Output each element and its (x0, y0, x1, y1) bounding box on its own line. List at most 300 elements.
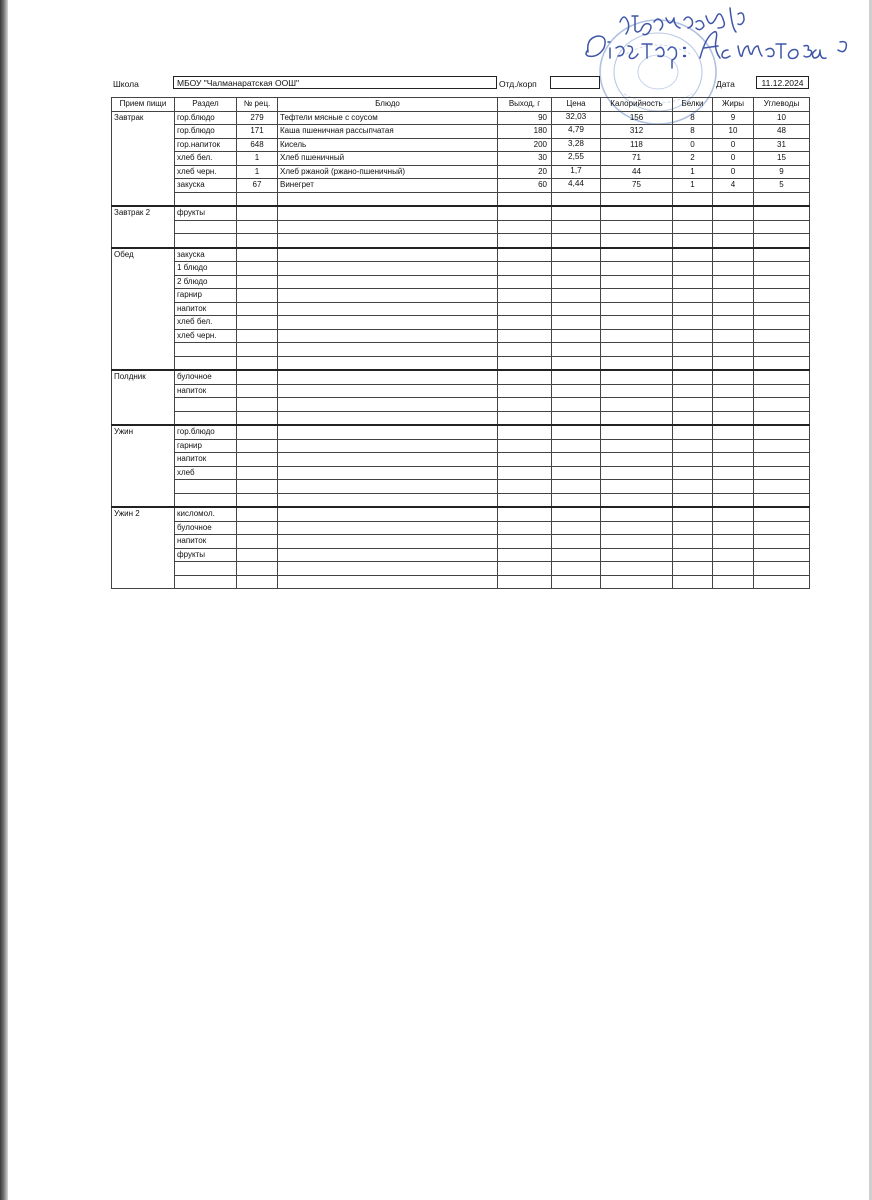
cell-carbs (754, 370, 810, 384)
cell-dish (278, 535, 498, 549)
cell-section: напиток (175, 384, 237, 398)
cell-output: 90 (498, 111, 552, 125)
cell-carbs (754, 493, 810, 507)
cell-recipe (237, 192, 278, 206)
cell-section: гор.блюдо (175, 425, 237, 439)
cell-recipe (237, 206, 278, 220)
cell-section: хлеб черн. (175, 165, 237, 179)
cell-protein (673, 439, 713, 453)
cell-output: 200 (498, 138, 552, 152)
col-header-protein: Белки (673, 98, 713, 112)
table-row (112, 220, 810, 234)
cell-dish (278, 453, 498, 467)
cell-protein (673, 192, 713, 206)
cell-fat (713, 535, 754, 549)
cell-recipe (237, 316, 278, 330)
cell-dish (278, 329, 498, 343)
cell-section (175, 411, 237, 425)
cell-price (552, 370, 601, 384)
cell-dish: Хлеб ржаной (ржано-пшеничный) (278, 165, 498, 179)
cell-recipe: 171 (237, 125, 278, 139)
cell-recipe (237, 535, 278, 549)
table-row (112, 165, 810, 179)
cell-kcal (601, 453, 673, 467)
cell-dish (278, 234, 498, 248)
cell-fat (713, 425, 754, 439)
cell-dish (278, 316, 498, 330)
cell-recipe (237, 575, 278, 589)
cell-kcal (601, 466, 673, 480)
cell-fat (713, 548, 754, 562)
cell-dish (278, 275, 498, 289)
cell-protein (673, 343, 713, 357)
cell-recipe: 648 (237, 138, 278, 152)
col-header-price: Цена (552, 98, 601, 112)
col-header-section: Раздел (175, 98, 237, 112)
table-row (112, 316, 810, 330)
cell-output (498, 493, 552, 507)
cell-kcal: 44 (601, 165, 673, 179)
cell-price (552, 521, 601, 535)
cell-dish (278, 548, 498, 562)
cell-output (498, 384, 552, 398)
cell-protein: 8 (673, 125, 713, 139)
col-header-output: Выход, г (498, 98, 552, 112)
table-row (112, 370, 810, 384)
cell-section: фрукты (175, 548, 237, 562)
cell-price (552, 329, 601, 343)
table-row (112, 466, 810, 480)
cell-carbs (754, 248, 810, 262)
cell-protein (673, 535, 713, 549)
table-row (112, 262, 810, 276)
cell-protein (673, 521, 713, 535)
cell-kcal (601, 575, 673, 589)
cell-fat (713, 466, 754, 480)
cell-kcal (601, 411, 673, 425)
cell-kcal (601, 480, 673, 494)
cell-fat (713, 302, 754, 316)
cell-recipe (237, 425, 278, 439)
cell-output (498, 192, 552, 206)
cell-dish (278, 411, 498, 425)
cell-price: 4,44 (552, 179, 601, 193)
cell-protein (673, 206, 713, 220)
cell-carbs (754, 548, 810, 562)
table-row (112, 453, 810, 467)
cell-kcal (601, 302, 673, 316)
table-row (112, 521, 810, 535)
cell-recipe (237, 329, 278, 343)
cell-price (552, 398, 601, 412)
table-row (112, 384, 810, 398)
cell-section: хлеб бел. (175, 152, 237, 166)
cell-section: гарнир (175, 439, 237, 453)
cell-section: 1 блюдо (175, 262, 237, 276)
cell-fat (713, 370, 754, 384)
cell-kcal (601, 493, 673, 507)
cell-protein (673, 548, 713, 562)
cell-protein (673, 262, 713, 276)
cell-recipe (237, 480, 278, 494)
cell-kcal (601, 234, 673, 248)
cell-dish (278, 370, 498, 384)
cell-carbs (754, 535, 810, 549)
cell-section: булочное (175, 370, 237, 384)
cell-output: 180 (498, 125, 552, 139)
cell-output (498, 248, 552, 262)
cell-price (552, 548, 601, 562)
cell-price: 1,7 (552, 165, 601, 179)
cell-carbs (754, 453, 810, 467)
cell-protein (673, 453, 713, 467)
cell-dish (278, 220, 498, 234)
cell-fat (713, 507, 754, 521)
cell-fat (713, 562, 754, 576)
cell-fat: 10 (713, 125, 754, 139)
cell-output (498, 411, 552, 425)
col-header-fat: Жиры (713, 98, 754, 112)
cell-price (552, 220, 601, 234)
meal-name-cell: Ужин (112, 425, 175, 507)
cell-dish (278, 343, 498, 357)
cell-carbs (754, 343, 810, 357)
cell-recipe (237, 370, 278, 384)
meal-name-cell: Завтрак (112, 111, 175, 206)
cell-recipe: 1 (237, 165, 278, 179)
cell-price (552, 480, 601, 494)
cell-protein: 1 (673, 179, 713, 193)
cell-fat (713, 234, 754, 248)
cell-dish (278, 480, 498, 494)
meal-name-cell: Обед (112, 248, 175, 371)
cell-price (552, 262, 601, 276)
cell-protein: 0 (673, 138, 713, 152)
cell-output (498, 289, 552, 303)
cell-protein (673, 316, 713, 330)
cell-carbs (754, 220, 810, 234)
cell-dish (278, 248, 498, 262)
cell-fat (713, 453, 754, 467)
cell-kcal (601, 220, 673, 234)
cell-price (552, 356, 601, 370)
cell-section: кисломол. (175, 507, 237, 521)
meal-name-cell: Ужин 2 (112, 507, 175, 589)
cell-fat (713, 192, 754, 206)
cell-output (498, 262, 552, 276)
cell-fat: 0 (713, 165, 754, 179)
date-field: 11.12.2024 (756, 76, 809, 89)
table-row (112, 138, 810, 152)
cell-price (552, 289, 601, 303)
dept-label: Отд./корп (499, 79, 537, 89)
cell-output (498, 548, 552, 562)
cell-kcal (601, 316, 673, 330)
cell-price (552, 507, 601, 521)
cell-protein (673, 466, 713, 480)
cell-output (498, 466, 552, 480)
cell-dish (278, 289, 498, 303)
cell-fat (713, 356, 754, 370)
cell-recipe (237, 466, 278, 480)
cell-section: хлеб черн. (175, 329, 237, 343)
table-row (112, 329, 810, 343)
cell-fat (713, 398, 754, 412)
table-row (112, 302, 810, 316)
cell-kcal (601, 521, 673, 535)
cell-dish: Хлеб пшеничный (278, 152, 498, 166)
cell-section (175, 493, 237, 507)
table-row (112, 206, 810, 220)
cell-protein (673, 398, 713, 412)
cell-section (175, 343, 237, 357)
cell-recipe (237, 562, 278, 576)
cell-section: закуска (175, 179, 237, 193)
table-row (112, 507, 810, 521)
cell-dish (278, 206, 498, 220)
cell-output (498, 562, 552, 576)
cell-fat (713, 329, 754, 343)
table-row (112, 356, 810, 370)
cell-output (498, 480, 552, 494)
cell-carbs (754, 439, 810, 453)
cell-kcal (601, 439, 673, 453)
table-row (112, 439, 810, 453)
cell-price (552, 234, 601, 248)
table-row (112, 548, 810, 562)
cell-fat (713, 289, 754, 303)
table-row (112, 575, 810, 589)
cell-fat (713, 411, 754, 425)
cell-carbs (754, 425, 810, 439)
cell-section: гор.блюдо (175, 125, 237, 139)
cell-kcal (601, 275, 673, 289)
cell-section: хлеб (175, 466, 237, 480)
cell-output (498, 521, 552, 535)
cell-carbs (754, 466, 810, 480)
cell-recipe (237, 507, 278, 521)
table-row (112, 192, 810, 206)
cell-section: напиток (175, 535, 237, 549)
cell-carbs (754, 356, 810, 370)
cell-kcal: 312 (601, 125, 673, 139)
cell-carbs (754, 384, 810, 398)
cell-output (498, 398, 552, 412)
cell-section (175, 356, 237, 370)
cell-recipe (237, 343, 278, 357)
scan-edge-left (0, 0, 8, 1200)
cell-fat (713, 220, 754, 234)
cell-price (552, 316, 601, 330)
cell-protein (673, 562, 713, 576)
school-label: Школа (113, 79, 139, 89)
cell-price (552, 493, 601, 507)
cell-dish: Кисель (278, 138, 498, 152)
table-row (112, 289, 810, 303)
cell-output (498, 206, 552, 220)
cell-output (498, 370, 552, 384)
cell-kcal (601, 343, 673, 357)
cell-output (498, 220, 552, 234)
cell-recipe (237, 453, 278, 467)
cell-carbs: 31 (754, 138, 810, 152)
cell-carbs (754, 234, 810, 248)
cell-section: закуска (175, 248, 237, 262)
table-row (112, 535, 810, 549)
table-row (112, 234, 810, 248)
cell-section (175, 562, 237, 576)
cell-protein (673, 248, 713, 262)
cell-kcal (601, 384, 673, 398)
cell-protein: 8 (673, 111, 713, 125)
cell-output (498, 356, 552, 370)
cell-protein (673, 356, 713, 370)
cell-kcal (601, 192, 673, 206)
table-row (112, 152, 810, 166)
cell-carbs (754, 521, 810, 535)
cell-section: напиток (175, 302, 237, 316)
cell-protein (673, 507, 713, 521)
cell-fat (713, 206, 754, 220)
cell-protein (673, 480, 713, 494)
cell-recipe (237, 220, 278, 234)
cell-recipe (237, 248, 278, 262)
cell-protein (673, 234, 713, 248)
cell-protein: 2 (673, 152, 713, 166)
cell-protein (673, 411, 713, 425)
cell-fat: 9 (713, 111, 754, 125)
cell-dish (278, 356, 498, 370)
cell-protein (673, 220, 713, 234)
cell-price (552, 275, 601, 289)
cell-fat: 0 (713, 152, 754, 166)
cell-section: булочное (175, 521, 237, 535)
cell-carbs (754, 206, 810, 220)
table-row (112, 411, 810, 425)
cell-section (175, 398, 237, 412)
cell-dish (278, 262, 498, 276)
dept-field (550, 76, 600, 89)
cell-recipe (237, 262, 278, 276)
cell-protein (673, 425, 713, 439)
col-header-kcal: Калорийность (601, 98, 673, 112)
cell-price (552, 575, 601, 589)
cell-carbs (754, 398, 810, 412)
cell-kcal (601, 289, 673, 303)
cell-dish (278, 384, 498, 398)
cell-price (552, 384, 601, 398)
cell-kcal (601, 562, 673, 576)
cell-price (552, 439, 601, 453)
cell-price (552, 466, 601, 480)
meal-name-cell: Полдник (112, 370, 175, 425)
cell-recipe (237, 521, 278, 535)
col-header-recipe: № рец. (237, 98, 278, 112)
cell-carbs (754, 302, 810, 316)
cell-output (498, 425, 552, 439)
cell-protein (673, 302, 713, 316)
cell-kcal (601, 535, 673, 549)
cell-protein (673, 329, 713, 343)
cell-kcal (601, 356, 673, 370)
cell-fat (713, 275, 754, 289)
table-row (112, 111, 810, 125)
cell-fat (713, 384, 754, 398)
cell-fat (713, 343, 754, 357)
cell-kcal: 118 (601, 138, 673, 152)
cell-recipe (237, 398, 278, 412)
cell-recipe (237, 356, 278, 370)
cell-price (552, 206, 601, 220)
cell-dish: Винегрет (278, 179, 498, 193)
approval-signature (580, 0, 870, 80)
cell-protein (673, 493, 713, 507)
cell-fat (713, 316, 754, 330)
cell-price: 2,55 (552, 152, 601, 166)
cell-fat (713, 493, 754, 507)
cell-dish (278, 425, 498, 439)
cell-carbs (754, 329, 810, 343)
cell-fat (713, 480, 754, 494)
cell-recipe: 67 (237, 179, 278, 193)
cell-section: гор.напиток (175, 138, 237, 152)
cell-section (175, 575, 237, 589)
cell-kcal (601, 548, 673, 562)
table-row (112, 179, 810, 193)
table-row (112, 343, 810, 357)
date-label: Дата (716, 79, 735, 89)
cell-kcal (601, 507, 673, 521)
cell-dish (278, 302, 498, 316)
cell-output (498, 329, 552, 343)
cell-section: 2 блюдо (175, 275, 237, 289)
table-row (112, 398, 810, 412)
cell-recipe (237, 302, 278, 316)
table-row (112, 562, 810, 576)
cell-carbs: 9 (754, 165, 810, 179)
meal-name-cell: Завтрак 2 (112, 206, 175, 248)
table-row (112, 425, 810, 439)
cell-recipe (237, 493, 278, 507)
cell-fat (713, 575, 754, 589)
cell-recipe (237, 548, 278, 562)
cell-recipe: 1 (237, 152, 278, 166)
cell-carbs: 15 (754, 152, 810, 166)
cell-carbs (754, 507, 810, 521)
cell-output (498, 316, 552, 330)
cell-protein: 1 (673, 165, 713, 179)
cell-section: гарнир (175, 289, 237, 303)
cell-output (498, 234, 552, 248)
cell-carbs (754, 192, 810, 206)
cell-section (175, 220, 237, 234)
cell-protein (673, 575, 713, 589)
cell-dish (278, 562, 498, 576)
cell-price (552, 425, 601, 439)
cell-carbs (754, 289, 810, 303)
cell-price: 32,03 (552, 111, 601, 125)
cell-price (552, 411, 601, 425)
school-name-field: МБОУ "Чалманаратская ООШ" (173, 76, 497, 89)
menu-table (111, 97, 810, 589)
cell-carbs: 48 (754, 125, 810, 139)
cell-section (175, 480, 237, 494)
cell-dish (278, 575, 498, 589)
cell-price (552, 535, 601, 549)
cell-kcal: 75 (601, 179, 673, 193)
cell-dish: Каша пшеничная рассыпчатая (278, 125, 498, 139)
cell-carbs (754, 480, 810, 494)
